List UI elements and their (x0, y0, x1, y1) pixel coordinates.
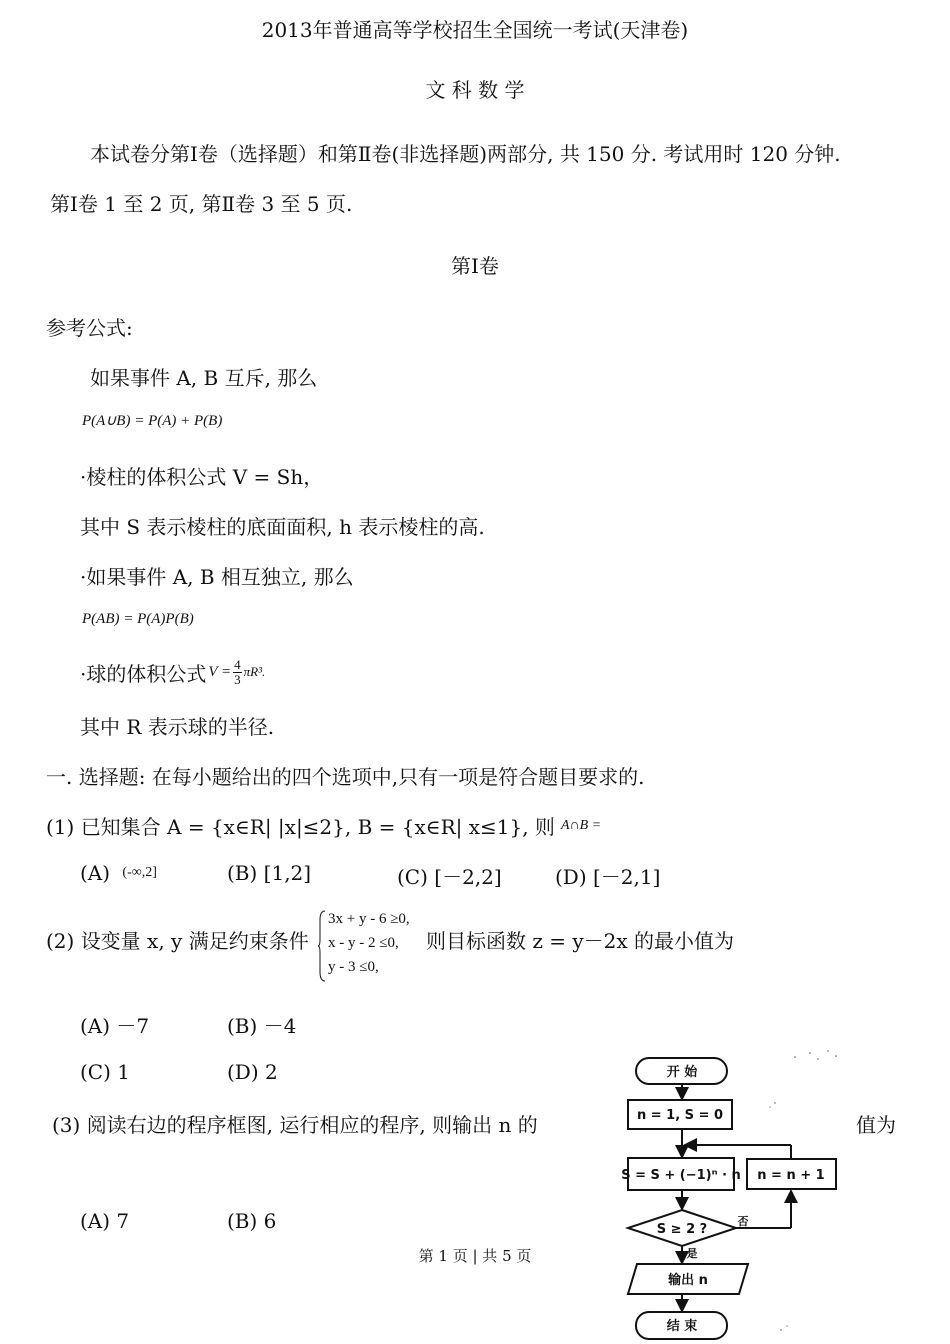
q1-stem-line (46, 811, 601, 840)
formula-heading: 参考公式: (46, 316, 133, 340)
q3-stem-tail: 值为 (856, 1113, 896, 1137)
q2-option-c: (C) 1 (80, 1060, 130, 1084)
q2-stem: (2) 设变量 x, y 满足约束条件 (46, 929, 309, 953)
q2-brace (318, 910, 326, 982)
flowchart (615, 1045, 855, 1344)
flowchart-output-text: 输出 n (668, 1273, 708, 1288)
flowchart-start-text: 开 始 (666, 1065, 698, 1080)
intro-line-2: 第Ⅰ卷 1 至 2 页, 第Ⅱ卷 3 至 5 页. (50, 192, 353, 216)
formula-1-text: 如果事件 A, B 互斥, 那么 (90, 366, 318, 390)
formula-4-fraction (233, 658, 242, 687)
q1-option-c: (C) [－2,2] (397, 865, 502, 889)
q2-option-b: (B) －4 (227, 1014, 297, 1038)
formula-4-tail: πR³. (243, 664, 266, 679)
page-footer: 第 1 页 | 共 5 页 (418, 1247, 532, 1265)
flowchart-yes-text: 是 (686, 1247, 698, 1260)
flowchart-init-text: n = 1, S = 0 (636, 1108, 724, 1123)
flowchart-update-s-text: S = S + (−1)ⁿ · n (621, 1168, 741, 1183)
formula-4-text: ·球的体积公式 (80, 661, 207, 686)
flowchart-no-text: 否 (737, 1215, 749, 1228)
section-title: 第Ⅰ卷 (451, 254, 499, 278)
q3-option-b: (B) 6 (227, 1209, 277, 1233)
q2-option-d: (D) 2 (227, 1060, 278, 1084)
flowchart-end-text: 结 束 (666, 1319, 698, 1334)
part-one-heading: 一. 选择题: 在每小题给出的四个选项中,只有一项是符合题目要求的. (46, 765, 645, 789)
intro-line-1: 本试卷分第Ⅰ卷（选择题）和第Ⅱ卷(非选择题)两部分, 共 150 分. 考试用时 120 分钟. (90, 142, 841, 166)
q1-option-b: (B) [1,2] (227, 861, 312, 885)
q1-stem: (1) 已知集合 A = {x∈R| |x|≤2}, B = {x∈R| x≤1}, 则 (46, 815, 555, 839)
formula-1: P(A∪B) = P(A) + P(B) (82, 413, 223, 429)
q2-constraint-3: y - 3 ≤0, (328, 959, 379, 975)
q1-option-d: (D) [－2,1] (555, 865, 661, 889)
q1-stem-tail: A∩B = (560, 817, 602, 833)
flowchart-update-n-text: n = n + 1 (757, 1168, 825, 1183)
formula-2-text: ·棱柱的体积公式 V = Sh， (80, 465, 324, 489)
q2-stem-tail: 则目标函数 z = y－2x 的最小值为 (426, 929, 735, 953)
scan-noise (769, 1050, 836, 1330)
q2-option-a: (A) －7 (80, 1014, 150, 1038)
formula-4-note: 其中 R 表示球的半径. (80, 715, 275, 739)
q2-constraint-2: x - y - 2 ≤0, (328, 935, 399, 951)
q3-option-a: (A) 7 (80, 1209, 130, 1233)
formula-4-v: V = (208, 663, 232, 680)
q1-option-a (80, 861, 157, 885)
exam-title: 2013年普通高等学校招生全国统一考试(天津卷) (261, 18, 689, 42)
q3-stem: (3) 阅读右边的程序框图, 运行相应的程序, 则输出 n 的 (52, 1113, 538, 1137)
formula-3: P(AB) = P(A)P(B) (82, 611, 194, 627)
flowchart-cond-text: S ≥ 2 ? (656, 1222, 708, 1237)
q1-option-a-math: (-∞,2] (122, 865, 157, 880)
fraction-numerator: 4 (234, 656, 241, 672)
formula-4-line (80, 652, 265, 692)
fraction-denominator: 3 (234, 671, 241, 687)
formula-2-note: 其中 S 表示棱柱的底面面积, h 表示棱柱的高. (80, 515, 485, 539)
q1-option-a-label: (A) (80, 861, 111, 885)
q2-constraint-1: 3x + y - 6 ≥0, (328, 911, 410, 927)
formula-3-text: ·如果事件 A, B 相互独立, 那么 (80, 565, 354, 589)
subject-title: 文 科 数 学 (425, 78, 525, 102)
